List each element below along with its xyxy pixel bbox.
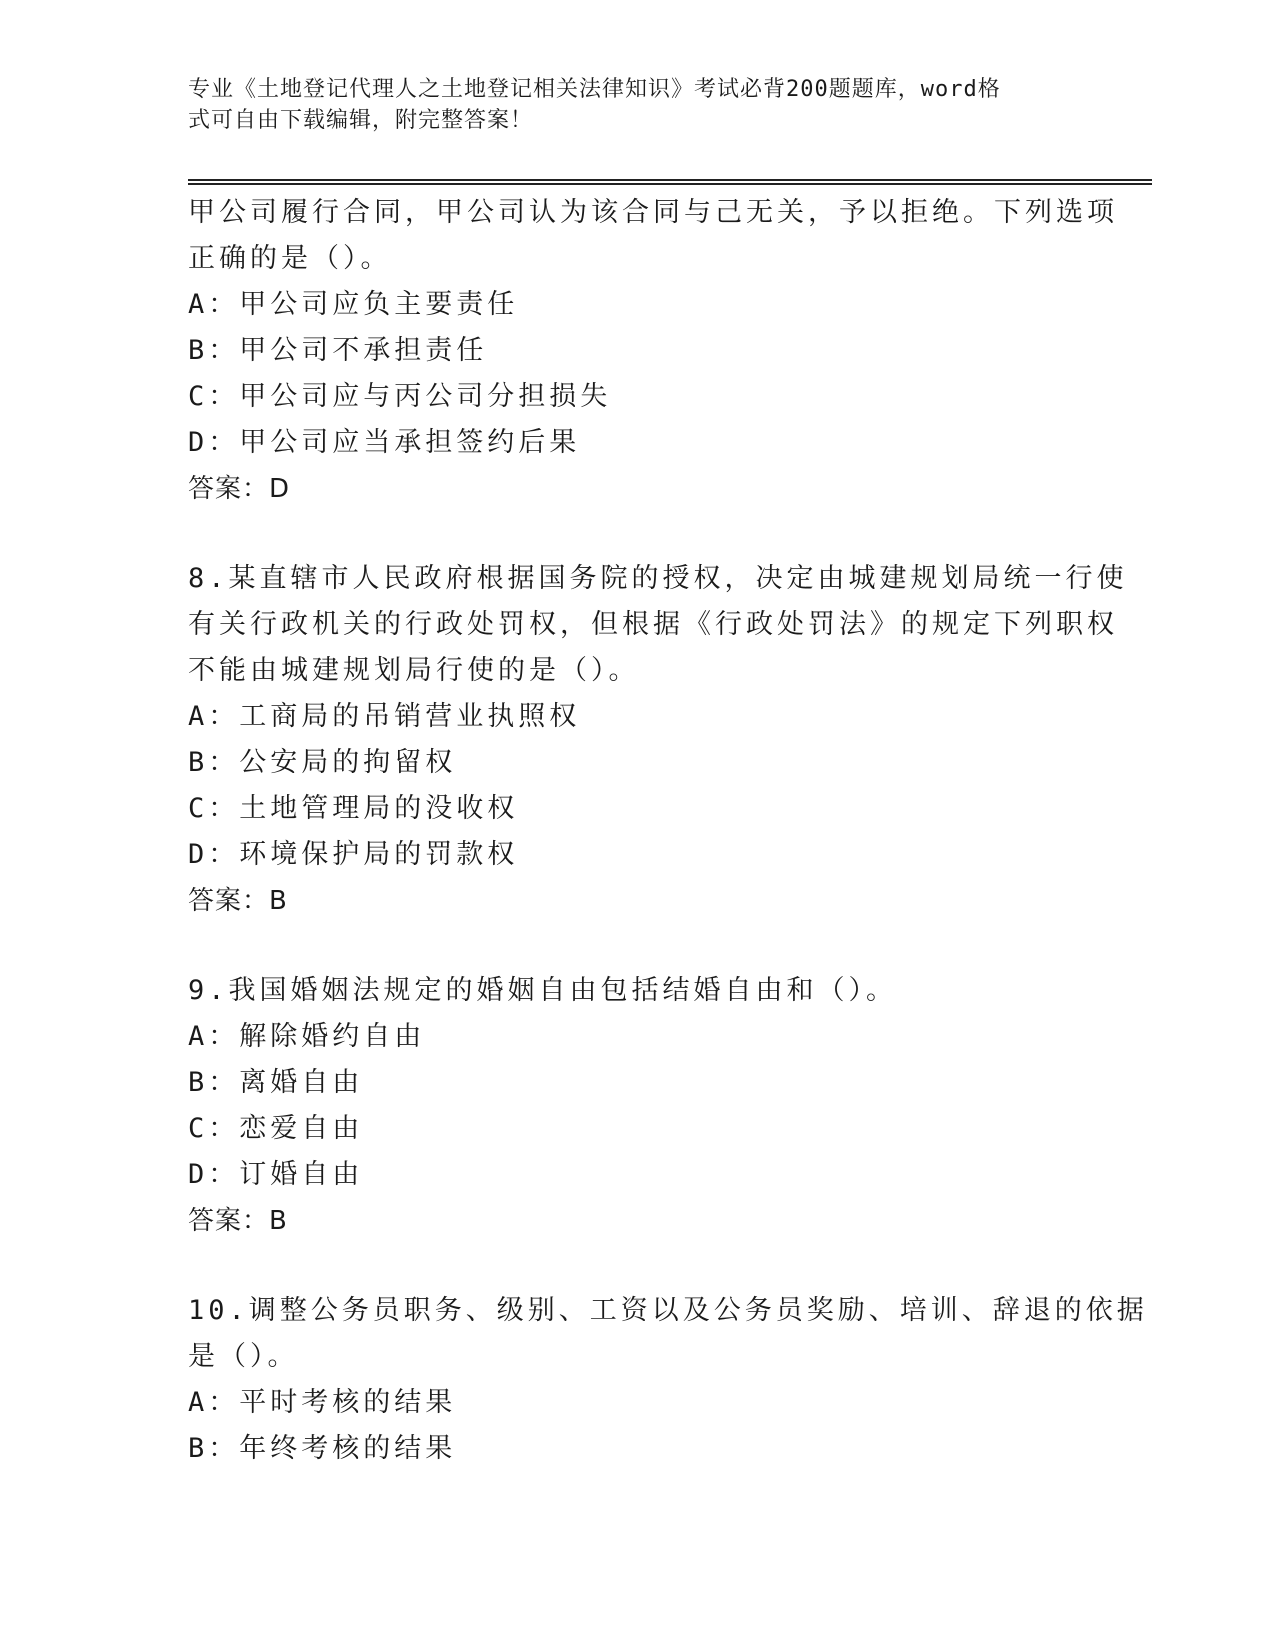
answer-line: 答案：B [188,1206,288,1236]
option-a: A：工商局的吊销营业执照权 [188,701,581,732]
header-line-1: 专业《土地登记代理人之土地登记相关法律知识》考试必背200题题库，word格 [188,77,1001,102]
question-stem: 9.我国婚姻法规定的婚姻自由包括结婚自由和（）。 [188,975,898,1006]
question-9 [188,968,1088,1244]
question-stem: 不能由城建规划局行使的是（）。 [188,655,640,686]
option-b: B：公安局的拘留权 [188,747,457,778]
document-header [188,74,1068,136]
option-c: C：甲公司应与丙公司分担损失 [188,381,612,412]
option-c: C：恋爱自由 [188,1113,364,1144]
option-c: C：土地管理局的没收权 [188,793,519,824]
question-list [188,190,1148,1472]
question-7 [188,190,1118,512]
question-stem: 正确的是（）。 [188,243,392,274]
option-d: D：环境保护局的罚款权 [188,839,519,870]
option-d: D：甲公司应当承担签约后果 [188,427,581,458]
header-line-2: 式可自由下载编辑，附完整答案！ [188,108,534,133]
option-b: B：甲公司不承担责任 [188,335,488,366]
option-b: B：离婚自由 [188,1067,364,1098]
question-10 [188,1288,1148,1472]
header-divider [188,179,1152,185]
answer-line: 答案：B [188,886,288,916]
option-d: D：订婚自由 [188,1159,364,1190]
question-stem: 8.某直辖市人民政府根据国务院的授权，决定由城建规划局统一行使 [188,563,1128,594]
question-stem: 有关行政机关的行政处罚权，但根据《行政处罚法》的规定下列职权 [188,609,1118,640]
question-stem: 是（）。 [188,1341,299,1372]
option-a: A：平时考核的结果 [188,1387,457,1418]
option-a: A：解除婚约自由 [188,1021,426,1052]
question-stem: 10.调整公务员职务、级别、工资以及公务员奖励、培训、辞退的依据 [188,1295,1148,1326]
answer-line: 答案：D [188,474,291,504]
option-a: A：甲公司应负主要责任 [188,289,519,320]
option-b: B：年终考核的结果 [188,1433,457,1464]
question-stem: 甲公司履行合同，甲公司认为该合同与己无关，予以拒绝。下列选项 [188,197,1118,228]
question-8 [188,556,1128,924]
